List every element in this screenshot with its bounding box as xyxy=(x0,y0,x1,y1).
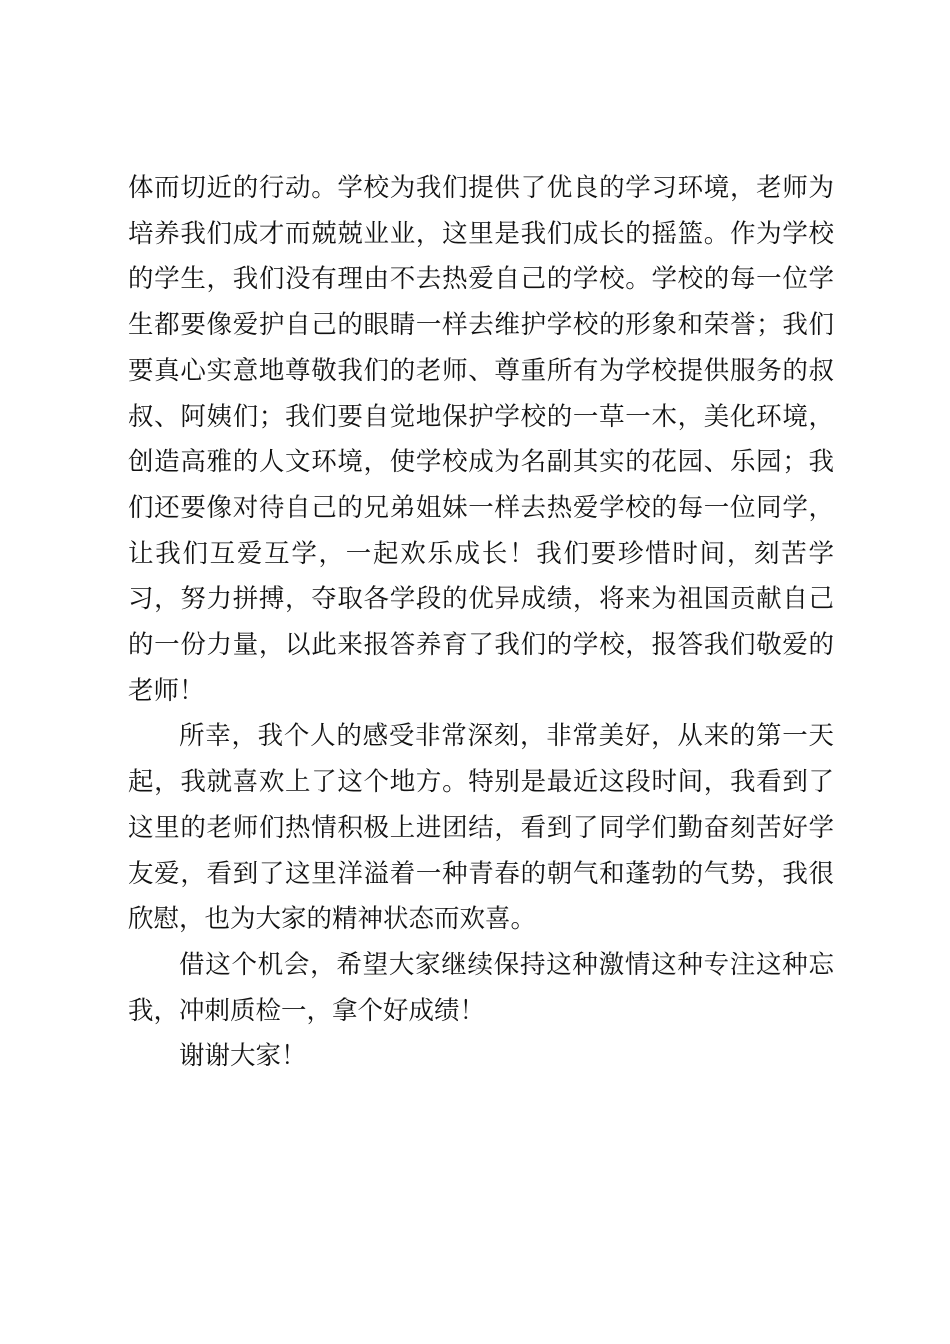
paragraph-encouragement: 借这个机会，希望大家继续保持这种激情这种专注这种忘我，冲刺质检一，拿个好成绩！ xyxy=(128,949,834,1026)
paragraph-thanks: 谢谢大家！ xyxy=(179,1041,307,1072)
speech-body xyxy=(128,166,834,1080)
paragraph-feelings: 所幸，我个人的感受非常深刻，非常美好，从来的第一天起，我就喜欢上了这个地方。特别是最近这段时间，我看到了这里的老师们热情积极上进团结，看到了同学们勤奋刻苦好学友爱，看到了这里洋溢着一种青春的朝气和蓬勃的气势，我很欣慰，也为大家的精神状态而欢喜。 xyxy=(128,721,834,935)
paragraph-continuation: 体而切近的行动。学校为我们提供了优良的学习环境，老师为培养我们成才而兢兢业业，这里是我们成长的摇篮。作为学校的学生，我们没有理由不去热爱自己的学校。学校的每一位学生都要像爱护自己的眼睛一样去维护学校的形象和荣誉；我们要真心实意地尊敬我们的老师、尊重所有为学校提供服务的叔叔、阿姨们；我们要自觉地保护学校的一草一木，美化环境，创造高雅的人文环境，使学校成为名副其实的花园、乐园；我们还要像对待自己的兄弟姐妹一样去热爱学校的每一位同学，让我们互爱互学，一起欢乐成长！我们要珍惜时间，刻苦学习，努力拼搏，夺取各学段的优异成绩，将来为祖国贡献自己的一份力量，以此来报答养育了我们的学校，报答我们敬爱的老师！ xyxy=(128,173,834,706)
